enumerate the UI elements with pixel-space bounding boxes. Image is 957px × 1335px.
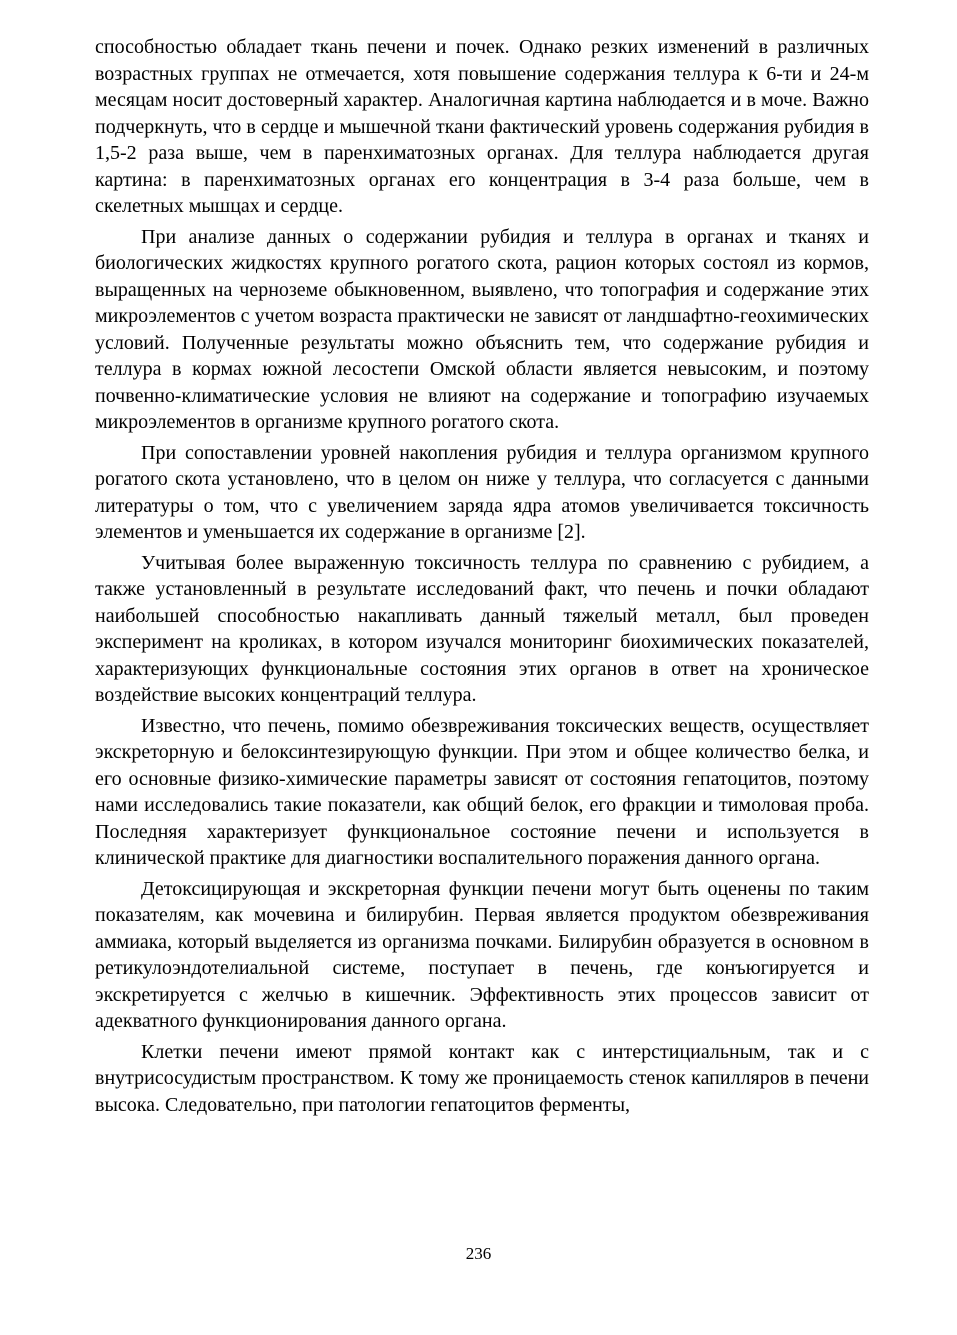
paragraph-7: Клетки печени имеют прямой контакт как с интерстициальным, так и с внутрисосудистым пространством. К тому же проницаемость стенок капилляров в печени высока. Следовательно, при патологии гепатоцитов ферменты,	[95, 1040, 869, 1116]
document-page	[95, 34, 869, 1122]
paragraph-6: Детоксицирующая и экскреторная функции печени могут быть оценены по таким показателям, как мочевина и билирубин. Первая является продуктом обезвреживания аммиака, который выделяется из организма почками. Билирубин образуется в основном в ретикулоэндотелиальной системе, поступает в печень, где конъюгируется и экскретируется с желчью в кишечник. Эффективность этих процессов зависит от адекватного функционирования данного органа.	[95, 877, 869, 1032]
paragraph-5: Известно, что печень, помимо обезвреживания токсических веществ, осуществляет экскреторную и белоксинтезирующую функции. При этом и общее количество белка, и его основные физико-химические параметры зависят от состояния гепатоцитов, поэтому нами исследовались такие показатели, как общий белок, его фракции и тимоловая проба. Последняя характеризует функциональное состояние печени и используется в клинической практике для диагностики воспалительного поражения данного органа.	[95, 714, 869, 869]
paragraph-1: способностью обладает ткань печени и почек. Однако резких изменений в различных возрастных группах не отмечается, хотя повышение содержания теллура к 6-ти и 24-м месяцам носит достоверный характер. Аналогичная картина наблюдается и в моче. Важно подчеркнуть, что в сердце и мышечной ткани фактический уровень содержания рубидия в 1,5-2 раза выше, чем в паренхиматозных органах. Для теллура наблюдается другая картина: в паренхиматозных органах его концентрация в 3-4 раза больше, чем в скелетных мышцах и сердце.	[95, 36, 869, 217]
paragraph-4: Учитывая более выраженную токсичность теллура по сравнению с рубидием, а также установленный в результате исследований факт, что печень и почки обладают наибольшей способностью накапливать данный тяжелый металл, был проведен эксперимент на кроликах, в котором изучался мониторинг биохимических показателей, характеризующих функциональные состояния этих органов в ответ на хроническое воздействие высоких концентраций теллура.	[95, 551, 869, 706]
page-number: 236	[465, 1244, 492, 1263]
paragraph-3: При сопоставлении уровней накопления рубидия и теллура организмом крупного рогатого скота установлено, что в целом он ниже у теллура, что согласуется с данными литературы о том, что с увеличением заряда ядра атомов увеличивается токсичность элементов и уменьшается их содержание в организме [2].	[95, 441, 869, 543]
paragraph-2: При анализе данных о содержании рубидия и теллура в органах и тканях и биологических жидкостях крупного рогатого скота, рацион которых состоял из кормов, выращенных на черноземе обыкновенном, выявлено, что топография и содержание этих микроэлементов с учетом возраста практически не зависят от ландшафтно-геохимических условий. Полученные результаты можно объяснить тем, что содержание рубидия и теллура в кормах южной лесостепи Омской области является невысоким, и поэтому почвенно-климатические условия не влияют на содержание и топографию изучаемых микроэлементов в организме крупного рогатого скота.	[95, 225, 869, 433]
